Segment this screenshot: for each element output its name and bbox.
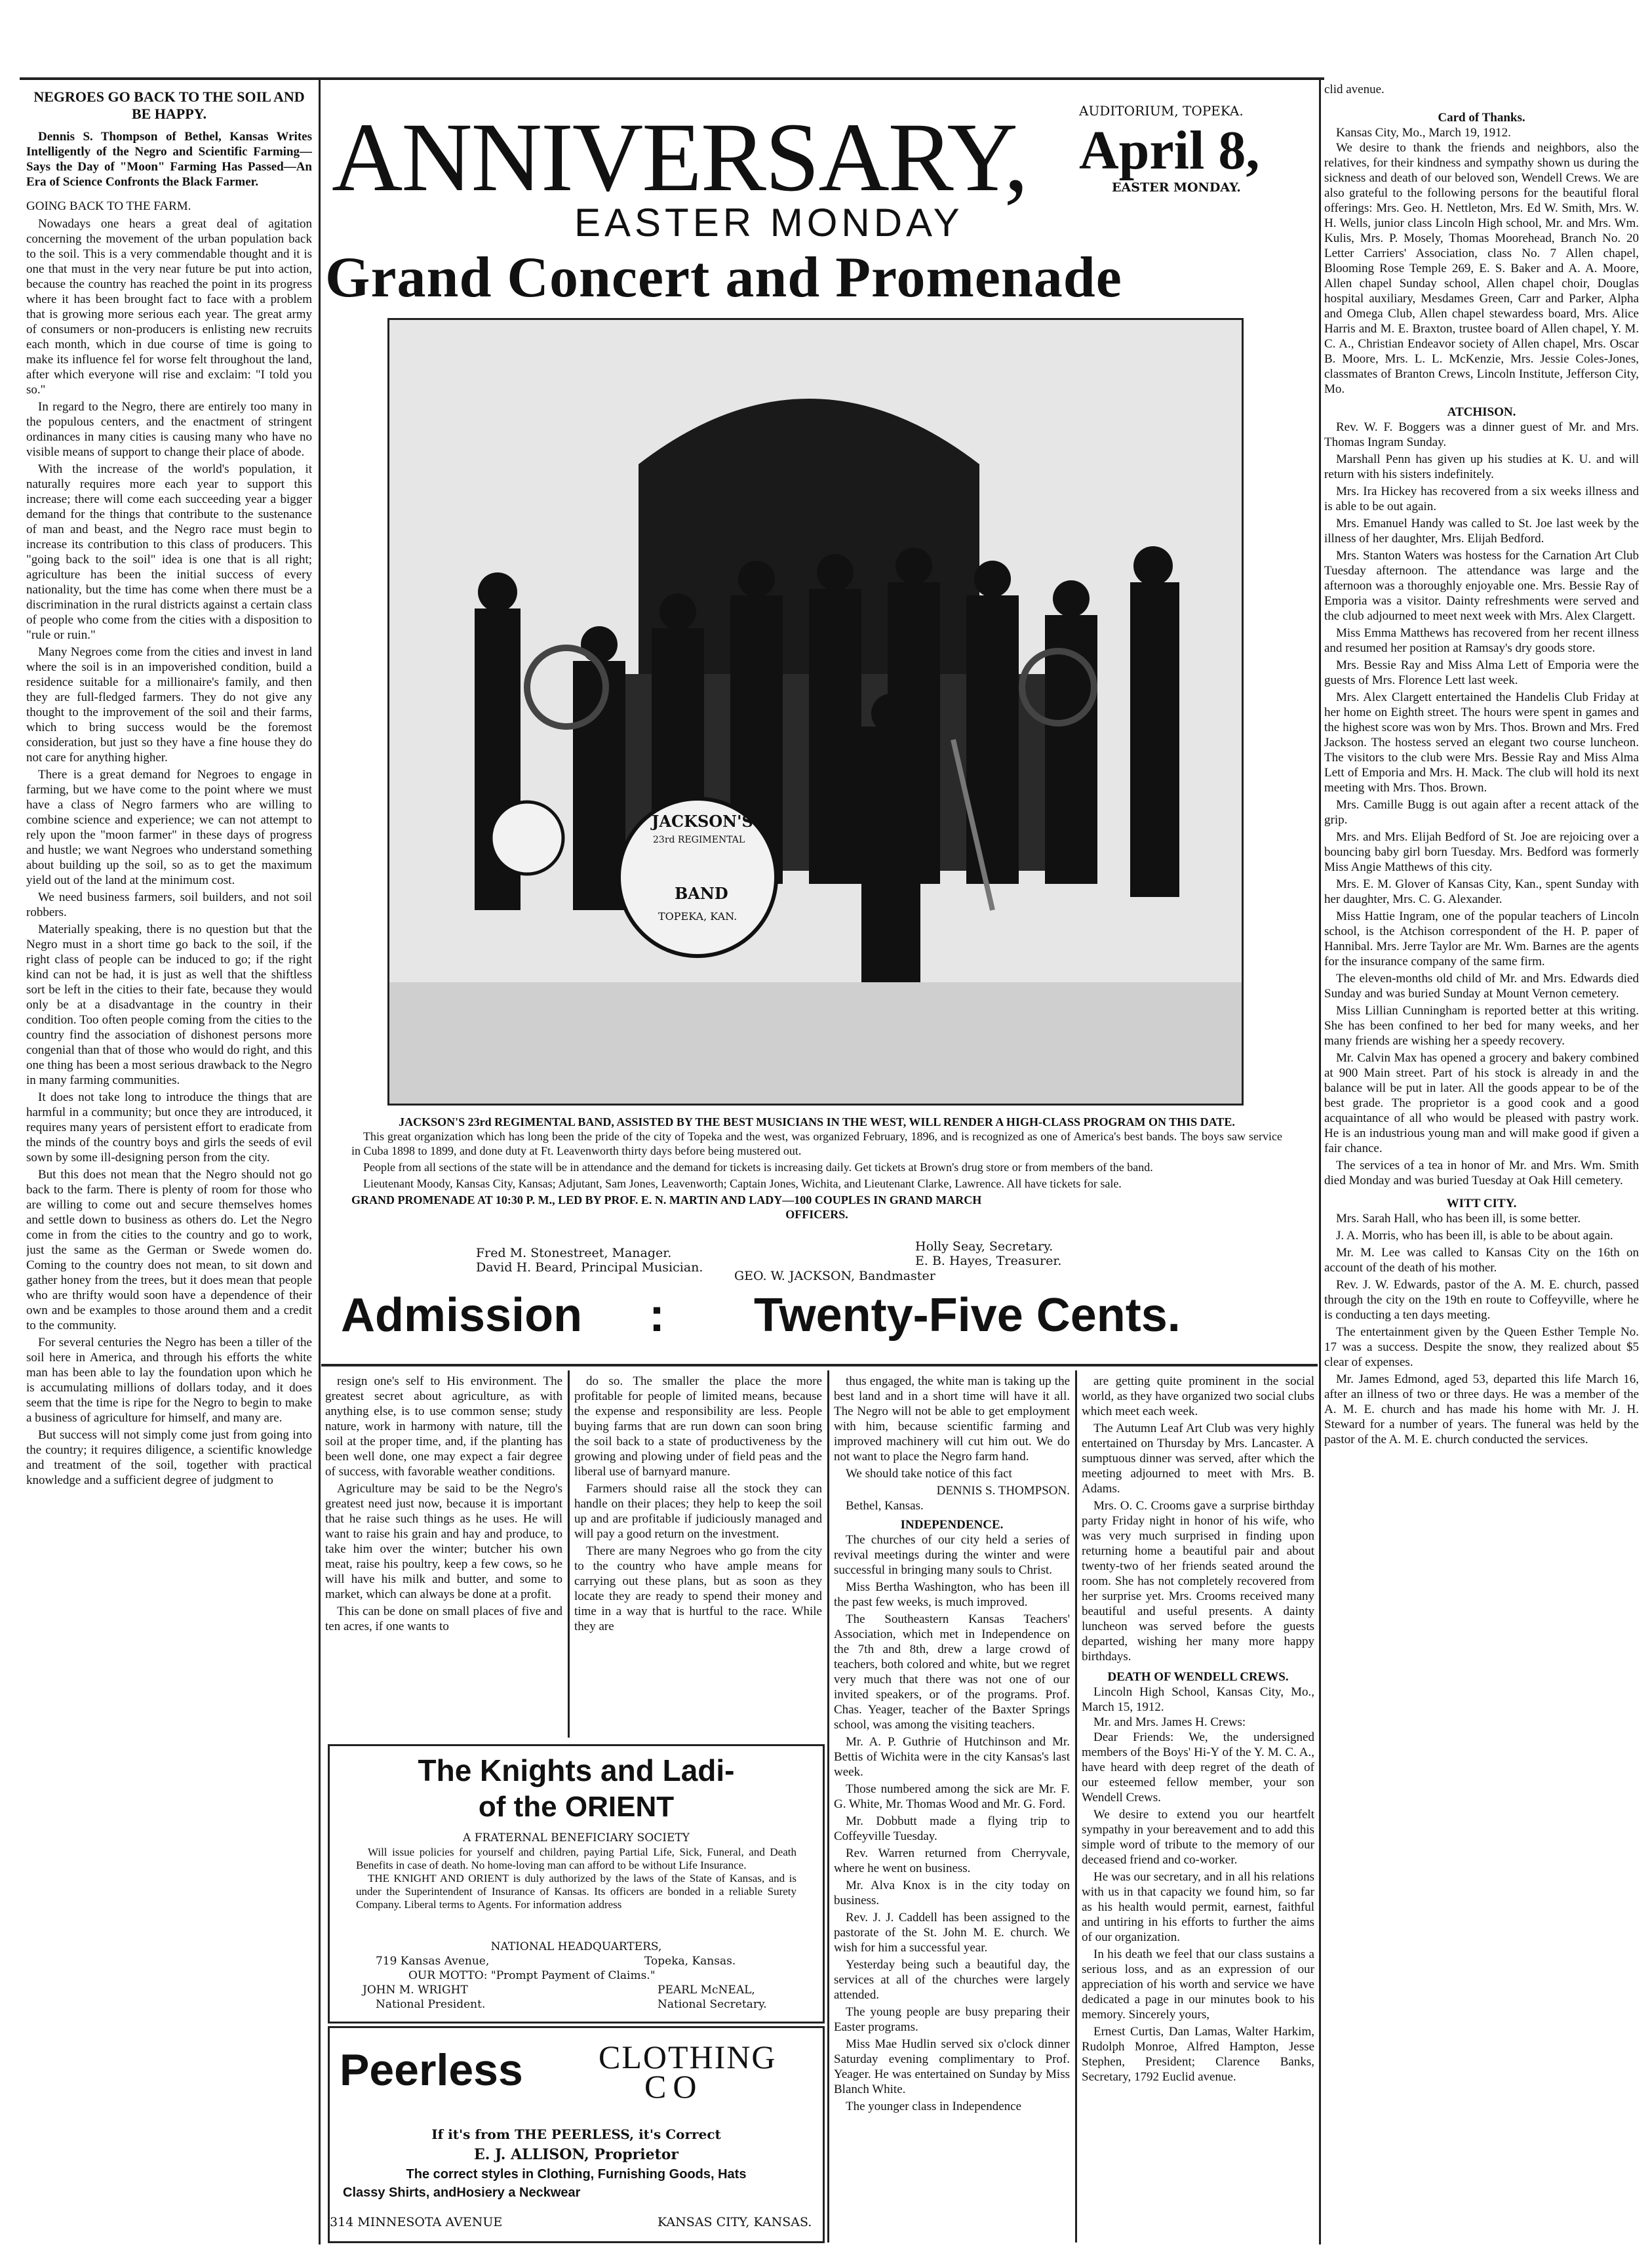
- peerless-proprietor: E. J. ALLISON, Proprietor: [473, 2146, 679, 2163]
- left-paragraph: But success will not simply come just from going into the country; it requires diligence, a scientific knowledge and treatment of the soil, together with practical knowledge and a sufficient degree of judgment to: [26, 1428, 312, 1487]
- witt-paragraph: Mrs. Sarah Hall, who has been ill, is some better.: [1336, 1212, 1581, 1226]
- drum-text-1: JACKSON'S: [652, 812, 753, 831]
- caption-head: JACKSON'S 23rd REGIMENTAL BAND, ASSISTED BY THE BEST MUSICIANS IN THE WEST, WILL RENDER A HIGH-CLASS PROGRAM ON THIS DATE.: [399, 1115, 1235, 1128]
- bottom-rule-3: [1075, 1370, 1077, 2243]
- band-photo-svg: [389, 320, 1242, 1104]
- officer-manager: Fred M. Stonestreet, Manager.: [476, 1246, 672, 1260]
- independence-paragraph: Miss Bertha Washington, who has been ill the past few weeks, is much improved.: [834, 1580, 1070, 1609]
- atchison-paragraph: Rev. W. F. Boggers was a dinner guest of Mr. and Mrs. Thomas Ingram Sunday.: [1324, 420, 1639, 449]
- bottom-paragraph: This can be done on small places of five and ten acres, if one wants to: [325, 1605, 562, 1633]
- atchison-paragraph: Mrs. Bessie Ray and Miss Alma Lett of Emporia were the guests of Mrs. Florence Lett last week.: [1324, 658, 1639, 687]
- left-subhead: GOING BACK TO THE FARM.: [26, 199, 191, 213]
- anniversary-ad: [325, 82, 1315, 1275]
- independence-paragraph: Rev. Warren returned from Cherryvale, where he went on business.: [834, 1846, 1070, 1875]
- officer-bandmaster: GEO. W. JACKSON, Bandmaster: [734, 1269, 935, 1283]
- bottom-paragraph: are getting quite prominent in the social world, as they have organized two social clubs which meet each week.: [1082, 1374, 1314, 1418]
- independence-paragraph: Rev. J. J. Caddell has been assigned to the pastorate of the St. John M. E. church. We wish for him a successful year.: [834, 1911, 1070, 1955]
- officer-treasurer: E. B. Hayes, Treasurer.: [915, 1254, 1062, 1268]
- knights-president-title: National President.: [376, 1998, 486, 2011]
- atchison-heading: ATCHISON.: [1447, 405, 1516, 419]
- signature: DENNIS S. THOMPSON.: [936, 1484, 1070, 1498]
- admission-colon: :: [649, 1289, 665, 1342]
- bottom-paragraph: Mrs. O. C. Crooms gave a surprise birthday party Friday night in honor of his wife, who was very much surprised in finding upon returning home a beautiful pair and about twenty-two of her friends seated around the room. She has not completely recovered from her surprise yet. Mrs. Crooms received many beautiful and useful presents. A dainty luncheon was served before the guests departed, wishing her many more happy birthdays.: [1082, 1499, 1314, 1664]
- death-salutation: Mr. and Mrs. James H. Crews:: [1093, 1715, 1246, 1729]
- death-subline: Lincoln High School, Kansas City, Mo., March 15, 1912.: [1082, 1685, 1314, 1714]
- peerless-line-2: Classy Shirts, andHosiery a Neckwear: [343, 2185, 581, 2200]
- peerless-line-1: The correct styles in Clothing, Furnishing Goods, Hats: [406, 2167, 747, 2182]
- knights-body-2: THE KNIGHT AND ORIENT is duly authorized by the laws of the State of Kansas, and is under the Superintendent of Insurance of Kansas. Its officers are bonded in a reliable Surety Company. Liberal terms to Agents. For information address: [356, 1872, 796, 1911]
- left-paragraph: Nowadays one hears a great deal of agitation concerning the movement of the urban population back to the soil. This is a very commendable thought and it is one that must in the very near future be put into action, because the country has reached the point in its progress where it has been brought fact to face with a problem that is growing more serious each year. The great army of consumers or non-producers is enlisting new recruits each month, which in due course of time is going to make its influence fel for worse felt throughout the land, after which everyone will rise and exclaim: "I told you so.": [26, 217, 312, 397]
- atchison-paragraph: Mrs. Ira Hickey has recovered from a six weeks illness and is able to be out again.: [1324, 485, 1639, 513]
- officer-musician: David H. Beard, Principal Musician.: [476, 1260, 703, 1275]
- bottom-rule-2: [827, 1370, 829, 2243]
- peerless-ad: [328, 2026, 825, 2243]
- right-top-line: clid avenue.: [1324, 83, 1385, 96]
- knights-city: Topeka, Kansas.: [644, 1955, 736, 1968]
- independence-paragraph: Yesterday being such a beautiful day, the services at all of the churches were largely attended.: [834, 1958, 1070, 2002]
- left-paragraph: There is a great demand for Negroes to engage in farming, but we have come to the point where we must have a class of Negro farmers who are willing to combine science and experience; we can not attempt to rely upon the "moon farmer" in these days of progress and hustle; we want Negroes who understand something about building up the soil, so as to get the maximum yield out of the land at the minimum cost.: [26, 768, 312, 887]
- bottom-paragraph: We should take notice of this fact: [846, 1467, 1012, 1481]
- death-paragraph: He was our secretary, and in all his relations with us in that capacity we found him, so far as his health would permit, earnest, faithful and untiring in his efforts to further the aims of our organization.: [1082, 1870, 1314, 1944]
- drum-text-4: TOPEKA, KAN.: [658, 910, 738, 923]
- top-rule: [20, 77, 1324, 80]
- independence-paragraph: The Southeastern Kansas Teachers' Association, which met in Independence on the 7th and 8th, drew a large crowd of teachers, both colored and white, but we regret very much that there was not one of our invited speakers, or of the programs. Prof. Chas. Yeager, teacher of the Baxter Springs school, was among the visiting teachers.: [834, 1612, 1070, 1732]
- atchison-paragraph: Mrs. E. M. Glover of Kansas City, Kan., spent Sunday with her daughter, Mrs. C. G. Alexander.: [1324, 877, 1639, 906]
- ad-venue: AUDITORIUM, TOPEKA.: [1079, 103, 1244, 119]
- independence-paragraph: The younger class in Independence: [846, 2100, 1022, 2113]
- death-paragraph: Dear Friends: We, the undersigned members of the Boys' Hi-Y of the Y. M. C. A., have heard with deep regret of the death of our esteemed fellow member, your son Wendell Crews.: [1082, 1730, 1314, 1804]
- admission-label: Admission: [341, 1289, 583, 1342]
- atchison-paragraph: Mrs. Camille Bugg is out again after a recent attack of the grip.: [1324, 798, 1639, 827]
- witt-paragraph: Rev. J. W. Edwards, pastor of the A. M. E. church, passed through the city on the 19th en route to Coffeyville, where he is conducting a ten days meeting.: [1324, 1278, 1639, 1322]
- signature-place: Bethel, Kansas.: [846, 1499, 924, 1513]
- caption-paragraph: People from all sections of the state will be in attendance and the demand for tickets is increasing daily. Get tickets at Brown's drug store or from members of the band.: [363, 1161, 1153, 1174]
- left-paragraph: With the increase of the world's population, it naturally requires more each year to support this increase; there will come each succeeding year a bigger demand for the things that contribute to the sustenance of man and beast, and the Negro race must begin to increase its contribution to this class of producers. This "going back to the soil" idea is one that is all right; agriculture has been the initial success of every nationality, but the time has come when there must be a discrimination in the rural districts against a certain class of people who come from the cities with a disposition to "rule or ruin.": [26, 462, 312, 642]
- caption-promenade: GRAND PROMENADE AT 10:30 P. M., LED BY PROF. E. N. MARTIN AND LADY—100 COUPLES IN GRAND MARCH: [351, 1193, 982, 1206]
- peerless-co: CO: [644, 2068, 703, 2105]
- independence-paragraph: Mr. A. P. Guthrie of Hutchinson and Mr. Bettis of Wichita were in the city Kansas's last week.: [834, 1735, 1070, 1779]
- bottom-paragraph: The Autumn Leaf Art Club was very highly entertained on Thursday by Mrs. Lancaster. A sumptuous dinner was served, after which the meeting adjourned to meet with Mrs. B. Adams.: [1082, 1422, 1314, 1496]
- ad-date: April 8,: [1079, 120, 1260, 181]
- left-headline: NEGROES GO BACK TO THE SOIL AND BE HAPPY.: [33, 89, 305, 122]
- knights-president: JOHN M. WRIGHT: [363, 1984, 468, 1997]
- left-paragraph: We need business farmers, soil builders, and not soil robbers.: [26, 890, 312, 919]
- left-deck: Dennis S. Thompson of Bethel, Kansas Writes Intelligently of the Negro and Scientific Farming—Says the Day of "Moon" Farming Has Passed—An Era of Science Confronts the Black Farmer.: [26, 130, 312, 189]
- left-column: [26, 89, 312, 2243]
- knights-society: A FRATERNAL BENEFICIARY SOCIETY: [463, 1831, 690, 1844]
- knights-body: [356, 1846, 796, 1938]
- officer-secretary: Holly Seay, Secretary.: [915, 1239, 1053, 1254]
- bottom-column-2: [574, 1374, 822, 1738]
- bottom-rule-1: [568, 1370, 570, 1738]
- death-signers: Ernest Curtis, Dan Lamas, Walter Harkim, Rudolph Monroe, Alfred Hampton, Jesse Stephen, President; Clarence Banks, Secretary, 1792 Euclid avenue.: [1082, 2025, 1314, 2084]
- knights-motto: OUR MOTTO: "Prompt Payment of Claims.": [408, 1969, 656, 1982]
- peerless-city: KANSAS CITY, KANSAS.: [658, 2215, 812, 2229]
- bottom-paragraph: thus engaged, the white man is taking up the best land and in a short time will have it all. The Negro will not be able to get employment with him, because scientific farming and improved machinery will cut him out. We do not want to place the Negro farm hand.: [834, 1374, 1070, 1464]
- atchison-paragraph: Miss Hattie Ingram, one of the popular teachers of Lincoln school, is the Atchison correspondent of the H. P. paper of Hannibal. Mrs. Jerre Taylor are Mr. Wm. Barnes are the agents for the insurance company of the same firm.: [1324, 909, 1639, 968]
- atchison-paragraph: Miss Emma Matthews has recovered from her recent illness and resumed her position at Ramsay's dry goods store.: [1324, 626, 1639, 655]
- independence-paragraph: Those numbered among the sick are Mr. F. G. White, Mr. Thomas Wood and Mr. G. Ford.: [834, 1782, 1070, 1811]
- bottom-paragraph: do so. The smaller the place the more profitable for people of limited means, because the expense and responsibility are less. People buying farms that are run down can soon bring the soil back to a state of productiveness by the growing and plowing under of field peas and the liberal use of barnyard manure.: [574, 1374, 822, 1479]
- drum-text-3: BAND: [675, 884, 728, 903]
- ad-title: ANNIVERSARY,: [332, 103, 1027, 212]
- independence-paragraph: Miss Mae Hudlin served six o'clock dinner Saturday evening complimentary to Prof. Yeager. He was entertained on Sunday by Miss Blanch White.: [834, 2037, 1070, 2096]
- right-column: [1324, 82, 1639, 2246]
- left-paragraph: For several centuries the Negro has been a tiller of the soil here in America, and through his efforts the white man has been able to lay the foundation upon which he is accumulating millions of dollars today, and it does seem that the time is ripe for the Negro to begin to make a business of agriculture for himself, and many are.: [26, 1336, 312, 1425]
- atchison-paragraph: The eleven-months old child of Mr. and Mrs. Edwards died Sunday and was buried Sunday at Mount Vernon cemetery.: [1324, 972, 1639, 1001]
- atchison-paragraph: Miss Lillian Cunningham is reported better at this writing. She has been confined to her bed for many weeks, and her many friends are wishing her a speedy recovery.: [1324, 1004, 1639, 1048]
- card-heading: Card of Thanks.: [1438, 111, 1525, 125]
- witt-paragraph: Mr. M. Lee was called to Kansas City on the 16th on account of the death of his mother.: [1324, 1246, 1639, 1275]
- ad-date-sub: EASTER MONDAY.: [1112, 180, 1241, 195]
- atchison-paragraph: Marshall Penn has given up his studies at K. U. and will return with his sisters indefinitely.: [1324, 452, 1639, 481]
- left-paragraph: Many Negroes come from the cities and invest in land where the soil is in an impoverished condition, build a residence suitable for a millionaire's family, and then they are full-fledged farmers. They do not give any thought to the improvement of the soil and their farms, which to bring success would be the foremost consideration, but just so they have a fine house they do not care for anything higher.: [26, 645, 312, 765]
- atchison-paragraph: Mrs. and Mrs. Elijah Bedford of St. Joe are rejoicing over a bouncing baby girl born Tuesday. Mrs. Bedford was formerly Miss Angie Matthews of this city.: [1324, 830, 1639, 874]
- ad-concert: Grand Concert and Promenade: [325, 246, 1122, 309]
- ad-easter: EASTER MONDAY: [574, 201, 964, 245]
- death-heading: DEATH OF WENDELL CREWS.: [1107, 1670, 1289, 1684]
- bottom-paragraph: Agriculture may be said to be the Negro's greatest need just now, because it is important that he raise such things as he uses. He will want to raise his grain and hay and produce, to take him over the winter; butcher his own meat, raise his poultry, keep a few cows, so he will have his milk and butter, and some to market, which can always be done at a profit.: [325, 1482, 562, 1601]
- column-rule-1: [319, 77, 321, 2244]
- peerless-name: Peerless: [340, 2045, 523, 2095]
- peerless-slogan: If it's from THE PEERLESS, it's Correct: [431, 2126, 721, 2142]
- card-text: We desire to thank the friends and neighbors, also the relatives, for their kindness and sympathy shown us during the sickness and death of our beloved son, Wendell Crews. We are also grateful to the following persons for the beautiful floral offerings: Mrs. Geo. H. Nettleton, Mrs. Ed W. Smith, Mrs. W. H. Wells, junior class Lincoln High school, Mr. and Mrs. Wm. Kulis, Mrs. P. Mosely, Thomas Moorehead, Branch No. 20 Letter Carriers' Association, class No. 7 Allen chapel, Blooming Rose Temple 269, E. S. Baker and A. A. Moore, Allen chapel Sunday school, Allen chapel choir, Douglas hospital auxiliary, Mesdames Green, Carr and Parker, Alpha and Omega Club, Allen chapel stewardess board, Mrs. Alice Harris and M. E. Braxton, trustee board of Allen chapel, Y. M. C. A., Christian Endeavor society of Allen chapel, Mrs. Oscar B. Moore, Mrs. L. L. McKenzie, Mrs. Jessie Coles-Jones, classmates of Branton Crews, Lincoln Institute, Jefferson City, Mo.: [1324, 141, 1639, 396]
- knights-hq: NATIONAL HEADQUARTERS,: [490, 1940, 662, 1953]
- card-dateline: Kansas City, Mo., March 19, 1912.: [1336, 126, 1511, 140]
- independence-heading: INDEPENDENCE.: [900, 1518, 1004, 1532]
- bottom-paragraph: Farmers should raise all the stock they can handle on their places; they help to keep the soil up and are profitable if judiciously managed and will pay a good return on the investment.: [574, 1482, 822, 1541]
- bottom-column-1: [325, 1374, 562, 1738]
- left-paragraph: In regard to the Negro, there are entirely too many in the populous centers, and the enactment of stringent ordinances in many cities is causing many who have no visible means of support to change their place of abode.: [26, 400, 312, 459]
- independence-paragraph: Mr. Alva Knox is in the city today on business.: [834, 1879, 1070, 1907]
- witt-paragraph: The entertainment given by the Queen Esther Temple No. 17 was a success. Despite the snow, they realized about $5 clear of expenses.: [1324, 1325, 1639, 1369]
- knights-ad: [328, 1744, 825, 2024]
- peerless-address: 314 MINNESOTA AVENUE: [330, 2215, 503, 2229]
- left-paragraph: Materially speaking, there is no question but that the Negro must in a short time go back to the soil, if the right class of people can be induced to go; if the right kind can not be had, it is just as well that the shiftless sort be left in the cities to their fate, because they would only be at a disadvantage in the country in their condition. Too often people coming from the cities to the country find the association of dishonest persons more congenial than that of those who would do right, and this one thing has been a most serious drawback to the Negro in many farming communities.: [26, 923, 312, 1087]
- atchison-paragraph: Mr. Calvin Max has opened a grocery and bakery combined at 900 Main street. Part of his stock is already in and the balance will be put in later. All the goods appear to be of the best grade. The proprietor is a good cook and a good acquaintance of all who would be pleased with pastry work. He is an industrious young man and will make good if given a fair chance.: [1324, 1051, 1639, 1155]
- band-photo: [387, 318, 1244, 1106]
- death-paragraph: In his death we feel that our class sustains a serious loss, and as an expression of our appreciation of his worth and service we have dedicated a page in our minutes book to his memory. Sincerely yours,: [1082, 1947, 1314, 2022]
- officers-heading: OFFICERS.: [785, 1208, 848, 1221]
- atchison-paragraph: Mrs. Alex Clargett entertained the Handelis Club Friday at her home on Eighth street. The hours were spent in games and the highest score was won by Mrs. Thos. Brown and Mrs. Fred Jackson. The hostess served an elegant two course luncheon. The visitors to the club were Mrs. Bessie Ray and Miss Alma Lett of Emporia and Mrs. H. Mack. The club will hold its next meeting with Mrs. Thos. Brown.: [1324, 690, 1639, 795]
- knights-body-1: Will issue policies for yourself and children, paying Partial Life, Sick, Funeral, and Death Benefits in case of death. No home-loving man can afford to be without Life Insurance.: [356, 1846, 796, 1871]
- left-paragraph: But this does not mean that the Negro should not go back to the farm. There is plenty of room for those who are willing to come out and secure themselves homes and settle down to business as others do. Let the Negro come in from the cities to the country and go to work, just the same as the German or Swede women do. Coming to the country does not mean, to sit down and gather honey from the trees, but it does mean that people who are thrifty would soon have a dependence of their own and be examples to those around them and a credit to the community.: [26, 1168, 312, 1332]
- independence-paragraph: Mr. Dobbutt made a flying trip to Coffeyville Tuesday.: [834, 1814, 1070, 1843]
- ad-bottom-rule: [321, 1364, 1318, 1366]
- admission-price: Twenty-Five Cents.: [754, 1289, 1181, 1342]
- witt-paragraph: J. A. Morris, who has been ill, is able to be about again.: [1336, 1229, 1613, 1243]
- atchison-paragraph: The services of a tea in honor of Mr. and Mrs. Wm. Smith died Monday and was buried Tuesday at Oak Hill cemetery.: [1324, 1159, 1639, 1187]
- knights-secretary-title: National Secretary.: [658, 1998, 767, 2011]
- death-paragraph: We desire to extend you our heartfelt sympathy in your bereavement and to add this simple word of tribute to the memory of our deceased friend and co-worker.: [1082, 1808, 1314, 1867]
- column-rule-2: [1319, 77, 1321, 2244]
- witt-heading: WITT CITY.: [1446, 1197, 1517, 1210]
- atchison-paragraph: Mrs. Emanuel Handy was called to St. Joe last week by the illness of her daughter, Mrs. Elijah Bedford.: [1324, 517, 1639, 546]
- knights-title-1: The Knights and Ladi-: [418, 1753, 735, 1787]
- knights-title-2: of the ORIENT: [478, 1791, 675, 1823]
- bottom-paragraph: There are many Negroes who go from the city to the country who have ample means for carrying out these plans, but as soon as they locate they are ready to spend their money and time in a way that is hurtful to the race. While they are: [574, 1544, 822, 1633]
- snare-drum: [491, 802, 563, 874]
- left-paragraph: It does not take long to introduce the things that are harmful in a community; but once they are introduced, it requires many years of persistent effort to eradicate from the minds of the country boys and girls the seeds of evil sown by some ill-designing person from the city.: [26, 1090, 312, 1165]
- knights-secretary: PEARL McNEAL,: [658, 1984, 755, 1997]
- witt-paragraph: Mr. James Edmond, aged 53, departed this life March 16, after an illness of two or three days. He was a member of the A. M. E. church and has made his home with Mr. J. H. Steward for a number of years. The funeral was held by the pastor of the A. M. E. church conducted the services.: [1324, 1372, 1639, 1446]
- bottom-column-3: [834, 1374, 1070, 2243]
- knights-address: 719 Kansas Avenue,: [376, 1955, 490, 1968]
- bottom-paragraph: resign one's self to His environment. The greatest secret about agriculture, as with anything else, is to use common sense; study nature, work in harmony with nature, till the soil at the proper time, and, if the planting has been well done, one may expect a fair degree of success, with favorable weather conditions.: [325, 1374, 562, 1479]
- bottom-column-4: [1082, 1374, 1314, 2243]
- atchison-paragraph: Mrs. Stanton Waters was hostess for the Carnation Art Club Tuesday afternoon. The attendance was large and the afternoon was a thoroughly enjoyable one. Mrs. Bessie Ray of Emporia was a visitor. Dainty refreshments were served and the club adjourned to meet next week with Mrs. Alex Clargett.: [1324, 549, 1639, 623]
- independence-paragraph: The young people are busy preparing their Easter programs.: [834, 2005, 1070, 2034]
- caption-paragraph: Lieutenant Moody, Kansas City, Kansas; Adjutant, Sam Jones, Leavenworth; Captain Jones, Wichita, and Lieutenant Clarke, Lawrence. All have tickets for sale.: [363, 1177, 1122, 1190]
- peerless-clothing: CLOTHING: [599, 2039, 777, 2075]
- independence-paragraph: The churches of our city held a series of revival meetings during the winter and were successful in bringing many souls to Christ.: [834, 1533, 1070, 1577]
- drum-text-2: 23rd REGIMENTAL: [653, 835, 745, 845]
- caption-paragraph: This great organization which has long been the pride of the city of Topeka and the west, was organized February, 1896, and is recognized as one of America's best bands. The boys saw service in Cuba 1898 to 1899, and done duty at Ft. Leavenworth thirty days before being mustered out.: [351, 1130, 1282, 1157]
